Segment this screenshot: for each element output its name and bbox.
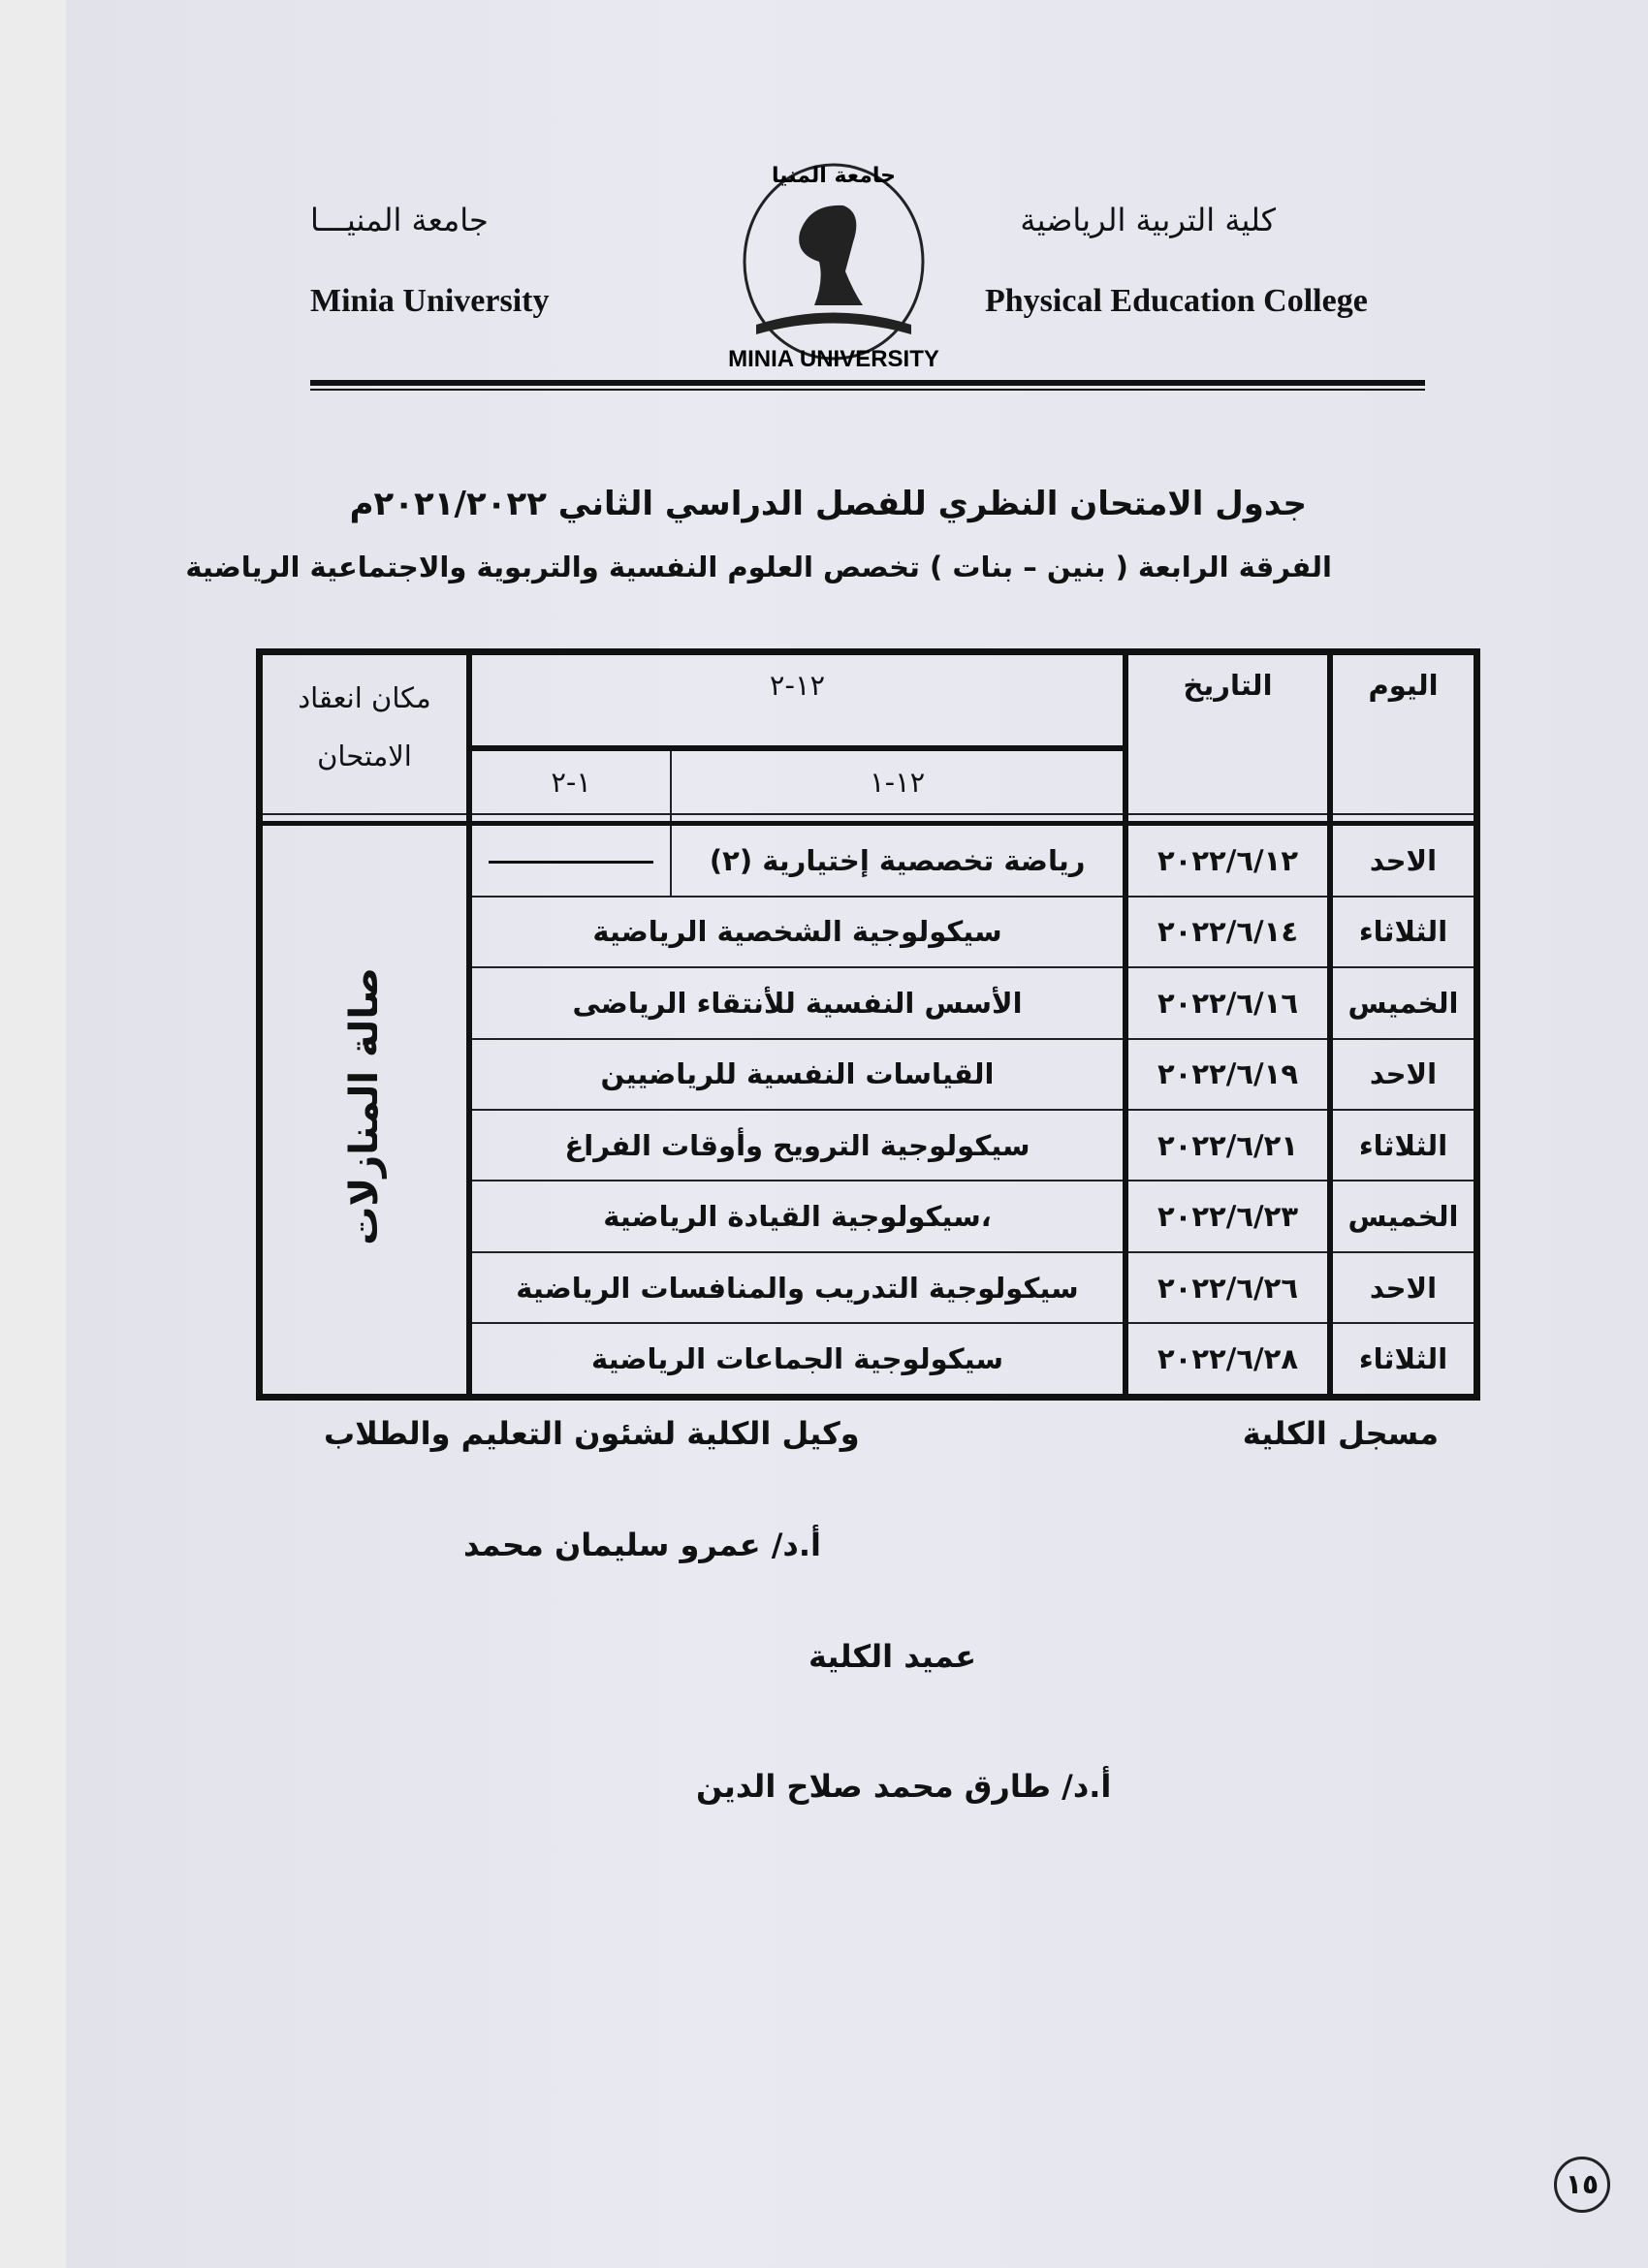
scan-edge bbox=[0, 0, 66, 2268]
table-row bbox=[260, 824, 1477, 897]
college-name-en: Physical Education College bbox=[985, 283, 1368, 319]
table-header-row bbox=[260, 652, 1477, 748]
document-subtitle: الفرقة الرابعة ( بنين – بنات ) تخصص العلوم النفسية والتربوية والاجتماعية الرياضية bbox=[185, 551, 1332, 583]
exam-venue: صالة المنازلات bbox=[342, 967, 387, 1245]
header-day: اليوم bbox=[1330, 652, 1477, 815]
row-subject: رياضة تخصصية إختيارية (٢) bbox=[671, 824, 1125, 897]
row-day: الثلاثاء bbox=[1330, 1110, 1477, 1181]
row-day: الثلاثاء bbox=[1330, 897, 1477, 967]
logo-english-text: MINIA UNIVERSITY bbox=[728, 346, 939, 372]
document-title: جدول الامتحان النظري للفصل الدراسي الثاني ٢٠٢١/٢٠٢٢م bbox=[349, 485, 1307, 523]
row-date: ٢٠٢٢/٦/١٦ bbox=[1125, 967, 1330, 1038]
row-subject: سيكولوجية الشخصية الرياضية bbox=[469, 897, 1125, 967]
row-subject: سيكولوجية الترويح وأوقات الفراغ bbox=[469, 1110, 1125, 1181]
row-day: الثلاثاء bbox=[1330, 1323, 1477, 1397]
row-day: الاحد bbox=[1330, 1039, 1477, 1110]
dean-label: عميد الكلية bbox=[808, 1638, 977, 1675]
row-subject: سيكولوجية الجماعات الرياضية bbox=[469, 1323, 1125, 1397]
dash-mark bbox=[489, 861, 653, 864]
row-empty-slot bbox=[469, 824, 671, 897]
row-subject: ،سيكولوجية القيادة الرياضية bbox=[469, 1181, 1125, 1251]
vice-dean-name: أ.د/ عمرو سليمان محمد bbox=[463, 1527, 821, 1563]
header-time: ١٢-٢ bbox=[469, 652, 1125, 748]
exam-schedule-table bbox=[256, 648, 1480, 1401]
row-date: ٢٠٢٢/٦/١٢ bbox=[1125, 824, 1330, 897]
row-subject: سيكولوجية التدريب والمنافسات الرياضية bbox=[469, 1252, 1125, 1323]
header-date: التاريخ bbox=[1125, 652, 1330, 815]
row-date: ٢٠٢٢/٦/٢٦ bbox=[1125, 1252, 1330, 1323]
university-name-ar: جامعة المنيـــا bbox=[310, 202, 489, 238]
row-date: ٢٠٢٢/٦/٢١ bbox=[1125, 1110, 1330, 1181]
vice-dean-label: وكيل الكلية لشئون التعليم والطلاب bbox=[324, 1415, 860, 1452]
header-rule bbox=[310, 380, 1425, 386]
row-date: ٢٠٢٢/٦/١٩ bbox=[1125, 1039, 1330, 1110]
page-number: ١٥ bbox=[1554, 2157, 1610, 2213]
dean-name: أ.د/ طارق محمد صلاح الدين bbox=[696, 1768, 1112, 1805]
university-name-en: Minia University bbox=[310, 283, 550, 319]
header-place: مكان انعقاد الامتحان bbox=[260, 652, 470, 815]
row-date: ٢٠٢٢/٦/٢٣ bbox=[1125, 1181, 1330, 1251]
college-name-ar: كلية التربية الرياضية bbox=[1020, 202, 1276, 238]
header-slot-2: ١-٢ bbox=[469, 748, 671, 814]
row-subject: الأسس النفسية للأنتقاء الرياضى bbox=[469, 967, 1125, 1038]
exam-venue-cell bbox=[260, 824, 470, 1398]
table-separator bbox=[260, 814, 1477, 824]
row-date: ٢٠٢٢/٦/١٤ bbox=[1125, 897, 1330, 967]
row-day: الاحد bbox=[1330, 824, 1477, 897]
registrar-label: مسجل الكلية bbox=[1242, 1415, 1439, 1452]
row-day: الخميس bbox=[1330, 967, 1477, 1038]
row-day: الخميس bbox=[1330, 1181, 1477, 1251]
row-date: ٢٠٢٢/٦/٢٨ bbox=[1125, 1323, 1330, 1397]
header-rule-thin bbox=[310, 389, 1425, 391]
university-logo bbox=[717, 145, 950, 378]
row-day: الاحد bbox=[1330, 1252, 1477, 1323]
row-subject: القياسات النفسية للرياضيين bbox=[469, 1039, 1125, 1110]
logo-arabic-text: جامعة المنيا bbox=[772, 164, 896, 188]
header-slot-1: ١٢-١ bbox=[671, 748, 1125, 814]
